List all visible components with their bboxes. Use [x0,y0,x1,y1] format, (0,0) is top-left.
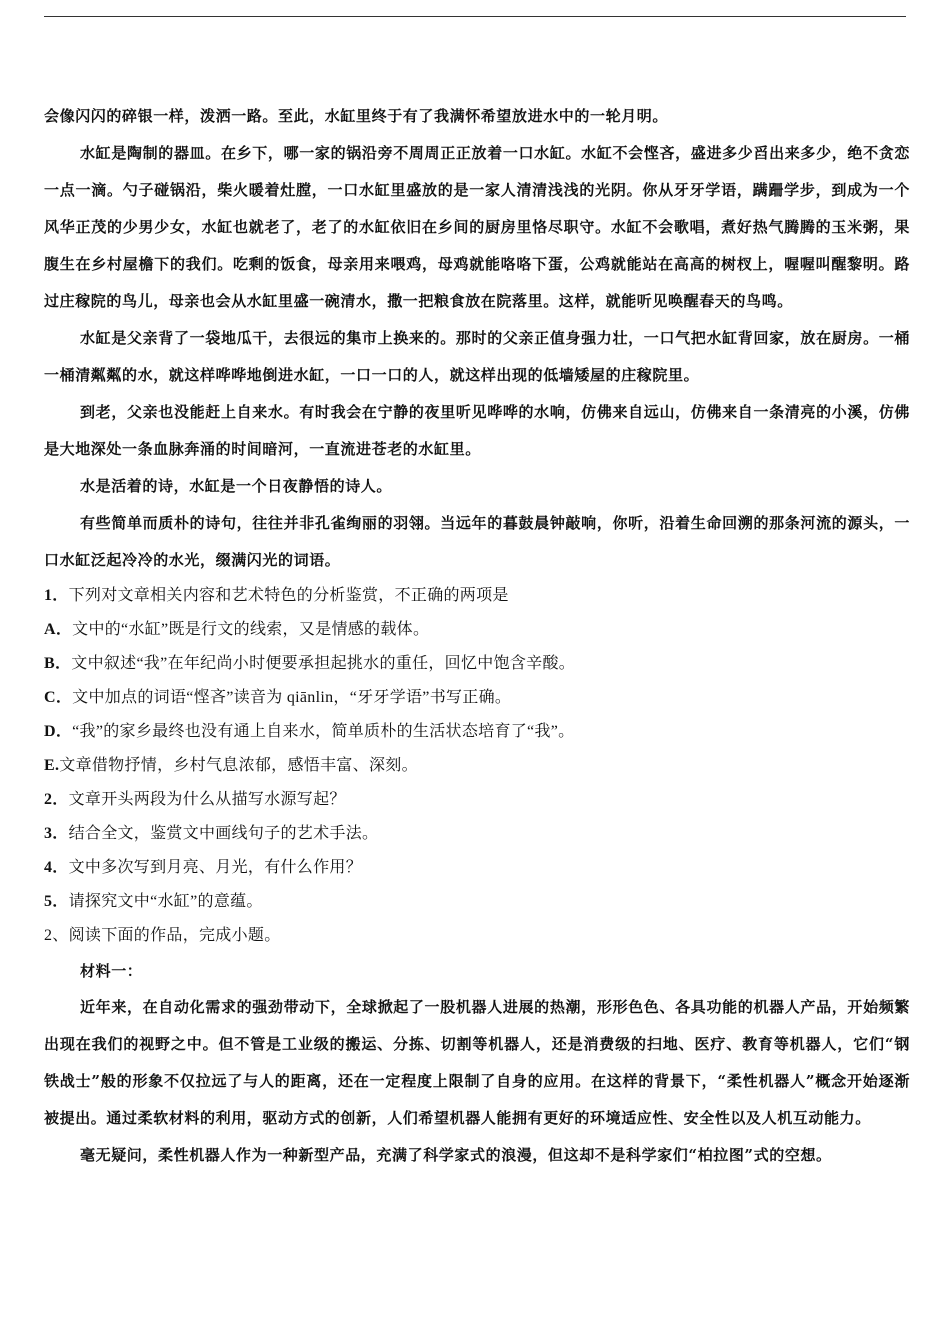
option-item [44,681,910,715]
passage1-paragraph: 会像闪闪的碎银一样，泼洒一路。至此，水缸里终于有了我满怀希望放进水中的一轮月明。 [44,107,669,125]
option-letter: C． [44,689,73,706]
question-item [44,851,910,885]
question-item [44,783,910,817]
passage1-paragraph: 有些简单而质朴的诗句，往往并非孔雀绚丽的羽翎。当远年的暮鼓晨钟敲响，你听，沿着生命回溯的那条河流的源头，一口水缸泛起冷冷的水光，缀满闪光的词语。 [44,514,910,569]
passage1-paragraph: 水是活着的诗，水缸是一个日夜静悟的诗人。 [80,477,393,495]
option-item [44,613,910,647]
document-body [44,98,910,1174]
passage1-paragraph: 到老，父亲也没能赶上自来水。有时我会在宁静的夜里听见哗哗的水响，仿佛来自远山，仿佛来自一条清亮的小溪，仿佛是大地深处一条血脉奔涌的时间暗河，一直流进苍老的水缸里。 [44,403,910,458]
option-letter: B． [44,655,72,672]
passage2-paragraph: 毫无疑问，柔性机器人作为一种新型产品，充满了科学家式的浪漫，但这却不是科学家们“柏拉图”式的空想。 [80,1146,832,1164]
option-letter: E. [44,757,60,774]
option-item [44,647,910,681]
passage1-paragraph: 水缸是父亲背了一袋地瓜干，去很远的集市上换来的。那时的父亲正值身强力壮，一口气把水缸背回家，放在厨房。一桶一桶清粼粼的水，就这样哗哗地倒进水缸，一口一口的人，就这样出现的低墙矮屋的庄稼院里。 [44,329,910,384]
question-item [44,579,910,613]
section-heading: 2、阅读下面的作品，完成小题。 [44,927,281,944]
question-item [44,885,910,919]
option-text: “我”的家乡最终也没有通上自来水，简单质朴的生活状态培育了“我”。 [72,723,575,740]
option-item [44,715,910,749]
option-letter: D． [44,723,73,740]
option-item [44,749,910,783]
question-number: 2． [44,791,69,808]
passage2-paragraph: 近年来，在自动化需求的强劲带动下，全球掀起了一股机器人进展的热潮，形形色色、各具功能的机器人产品，开始频繁出现在我们的视野之中。但不管是工业级的搬运、分拣、切割等机器人，还是消费级的扫地、医疗、教育等机器人，它们“钢铁战士”般的形象不仅拉远了与人的距离，还在一定程度上限制了自身的应用。在这样的背景下，“柔性机器人”概念开始逐渐被提出。通过柔软材料的利用，驱动方式的创新，人们希望机器人能拥有更好的环境适应性、安全性以及人机互动能力。 [44,998,910,1127]
question-number: 5． [44,893,69,910]
option-letter: A． [44,621,73,638]
question-number: 4． [44,859,69,876]
header-rule [44,16,906,17]
question-number: 3． [44,825,69,842]
question-text: 文中多次写到月亮、月光，有什么作用？ [68,859,363,876]
option-text: 文章借物抒情，乡村气息浓郁，感悟丰富、深刻。 [59,757,418,774]
question-text: 下列对文章相关内容和艺术特色的分析鉴赏，不正确的两项是 [68,587,509,604]
question-text: 文章开头两段为什么从描写水源写起？ [68,791,346,808]
option-text: 文中叙述“我”在年纪尚小时便要承担起挑水的重任，回忆中饱含辛酸。 [71,655,576,672]
passage1-paragraph: 水缸是陶制的器皿。在乡下，哪一家的锅沿旁不周周正正放着一口水缸。水缸不会悭吝，盛进多少舀出来多少，绝不贪恋一点一滴。勺子碰锅沿，柴火暖着灶膛，一口水缸里盛放的是一家人清清浅浅的光阴。你从牙牙学语，蹒跚学步，到成为一个风华正茂的少男少女，水缸也就老了，老了的水缸依旧在乡间的厨房里恪尽职守。水缸不会歌唱，煮好热气腾腾的玉米粥，果腹生在乡村屋檐下的我们。吃剩的饭食，母亲用来喂鸡，母鸡就能咯咯下蛋，公鸡就能站在高高的树杈上，喔喔叫醒黎明。路过庄稼院的鸟儿，母亲也会从水缸里盛一碗清水，撒一把粮食放在院落里。这样，就能听见唤醒春天的鸟鸣。 [44,144,910,310]
option-text: 文中的“水缸”既是行文的线索，又是情感的载体。 [72,621,430,638]
question-number: 1． [44,587,69,604]
question-item [44,817,910,851]
question-text: 请探究文中“水缸”的意蕴。 [68,893,263,910]
material-label: 材料一： [80,962,143,980]
option-text: 文中加点的词语“悭吝”读音为 qiānlin，“牙牙学语”书写正确。 [72,689,512,706]
question-text: 结合全文，鉴赏文中画线句子的艺术手法。 [68,825,379,842]
